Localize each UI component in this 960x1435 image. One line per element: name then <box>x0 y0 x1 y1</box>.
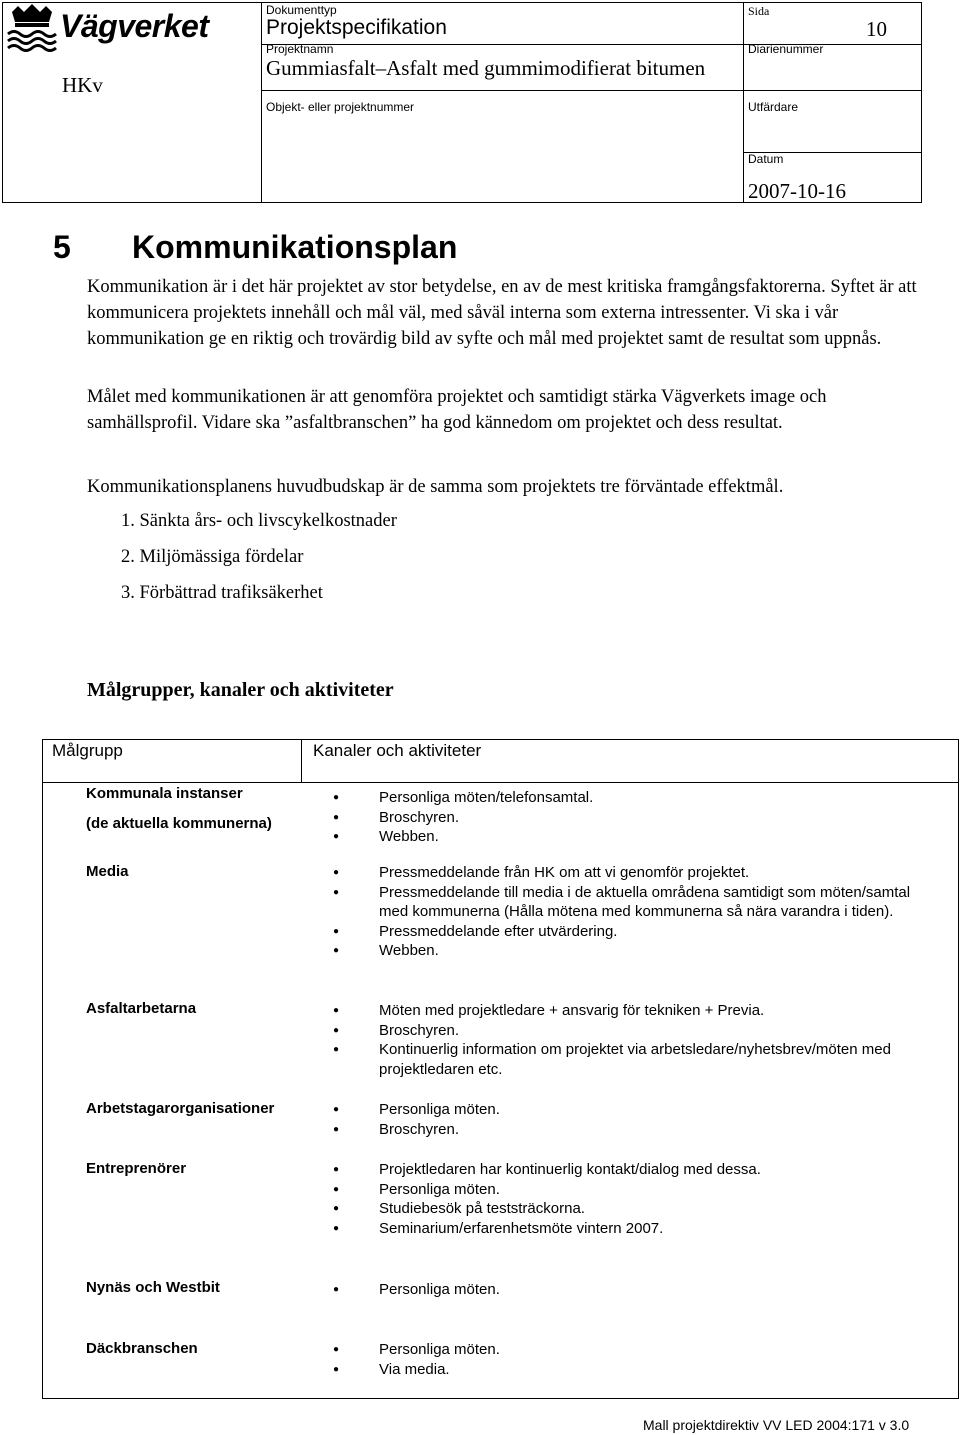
list-item: ● Kontinuerlig information om projektet via arbetsledare/nyhetsbrev/möten med projektledaren etc. <box>333 1040 923 1079</box>
list-item: ● Broschyren. <box>333 1021 923 1041</box>
table-row-items <box>333 1160 923 1238</box>
footer-template-id: Mall projektdirektiv VV LED 2004:171 v 3.0 <box>643 1417 910 1433</box>
crown-logo-icon <box>6 4 58 54</box>
section-number: 5 <box>53 229 71 265</box>
list-item: ● Pressmeddelande efter utvärdering. <box>333 922 923 942</box>
table-row-items <box>333 1001 923 1079</box>
section-title: Kommunikationsplan <box>132 229 458 265</box>
date-value: 2007-10-16 <box>748 179 846 203</box>
list-item: ● Studiebesök på teststräckorna. <box>333 1199 923 1219</box>
group-name: Nynäs och Westbit <box>86 1279 220 1296</box>
paragraph-main-message: Kommunikationsplanens huvudbudskap är de samma som projektets tre förväntade effektmål. <box>87 477 784 497</box>
table-header-channels: Kanaler och aktiviteter <box>313 741 482 760</box>
table-row-items <box>333 1280 923 1300</box>
table-header-group: Målgrupp <box>52 741 123 760</box>
goal-item-1: 1. Sänkta års- och livscykelkostnader <box>121 511 397 531</box>
list-item: ● Personliga möten. <box>333 1280 923 1300</box>
unit-name: HKv <box>62 73 103 97</box>
group-name: Däckbranschen <box>86 1340 198 1357</box>
issuer-label: Utfärdare <box>748 100 799 114</box>
date-label: Datum <box>748 152 784 166</box>
list-item: ● Personliga möten. <box>333 1340 923 1360</box>
list-item: ● Personliga möten. <box>333 1180 923 1200</box>
org-name: Vägverket <box>60 8 209 44</box>
paragraph-goal: Målet med kommunikationen är att genomföra projektet och samtidigt stärka Vägverkets image och samhällsprofil. Vidare ska ”asfaltbranschen” ha god kännedom om projektet och dess resultat. <box>87 387 827 433</box>
list-item: ● Personliga möten. <box>333 1100 923 1120</box>
page-number: 10 <box>866 17 887 41</box>
list-item: ● Personliga möten/telefonsamtal. <box>333 788 923 808</box>
list-item: ● Pressmeddelande till media i de aktuella områdena samtidigt som möten/samtal med kommunerna (Hålla mötena med kommunerna så nära varandra i tiden). <box>333 883 923 922</box>
registration-label: Diarienummer <box>748 42 824 56</box>
group-name: Media <box>86 863 129 880</box>
paragraph-intro: Kommunikation är i det här projektet av stor betydelse, en av de mest kritiska framgångsfaktorerna. Syftet är att kommunicera projektets innehåll och mål väl, med såväl interna som externa intressenter. Vi ska i vår kommunikation ge en riktig och trovärdig bild av syfte och mål med projektet samt de resultat som uppnås. <box>87 277 917 349</box>
project-name: Gummiasfalt–Asfalt med gummimodifierat bitumen <box>266 56 706 80</box>
page-label: Sida <box>748 4 770 18</box>
group-name: Entreprenörer <box>86 1160 187 1177</box>
goal-item-2: 2. Miljömässiga fördelar <box>121 547 304 567</box>
list-item: ● Broschyren. <box>333 808 923 828</box>
doc-type-label: Dokumenttyp <box>266 3 337 17</box>
list-item: ● Via media. <box>333 1360 923 1380</box>
subheading: Målgrupper, kanaler och aktiviteter <box>87 679 394 701</box>
table-row-group <box>86 784 272 834</box>
table-row-items <box>333 863 923 961</box>
project-name-label: Projektnamn <box>266 42 334 56</box>
list-item: ● Projektledaren har kontinuerlig kontakt/dialog med dessa. <box>333 1160 923 1180</box>
table-row-items <box>333 788 923 847</box>
group-name: Kommunala instanser <box>86 785 243 802</box>
list-item: ● Seminarium/erfarenhetsmöte vintern 2007. <box>333 1219 923 1239</box>
goal-item-3: 3. Förbättrad trafiksäkerhet <box>121 583 323 603</box>
group-name: Arbetstagarorganisationer <box>86 1100 275 1117</box>
group-name: Asfaltarbetarna <box>86 1000 197 1017</box>
group-note: (de aktuella kommunerna) <box>86 815 272 832</box>
list-item: ● Webben. <box>333 827 923 847</box>
list-item: ● Broschyren. <box>333 1120 923 1140</box>
list-item: ● Webben. <box>333 941 923 961</box>
list-item: ● Möten med projektledare + ansvarig för tekniken + Previa. <box>333 1001 923 1021</box>
table-row-items <box>333 1100 923 1139</box>
table-row-items <box>333 1340 923 1379</box>
doc-type: Projektspecifikation <box>266 16 447 39</box>
list-item: ● Pressmeddelande från HK om att vi genomför projektet. <box>333 863 923 883</box>
object-number-label: Objekt- eller projektnummer <box>266 100 415 114</box>
